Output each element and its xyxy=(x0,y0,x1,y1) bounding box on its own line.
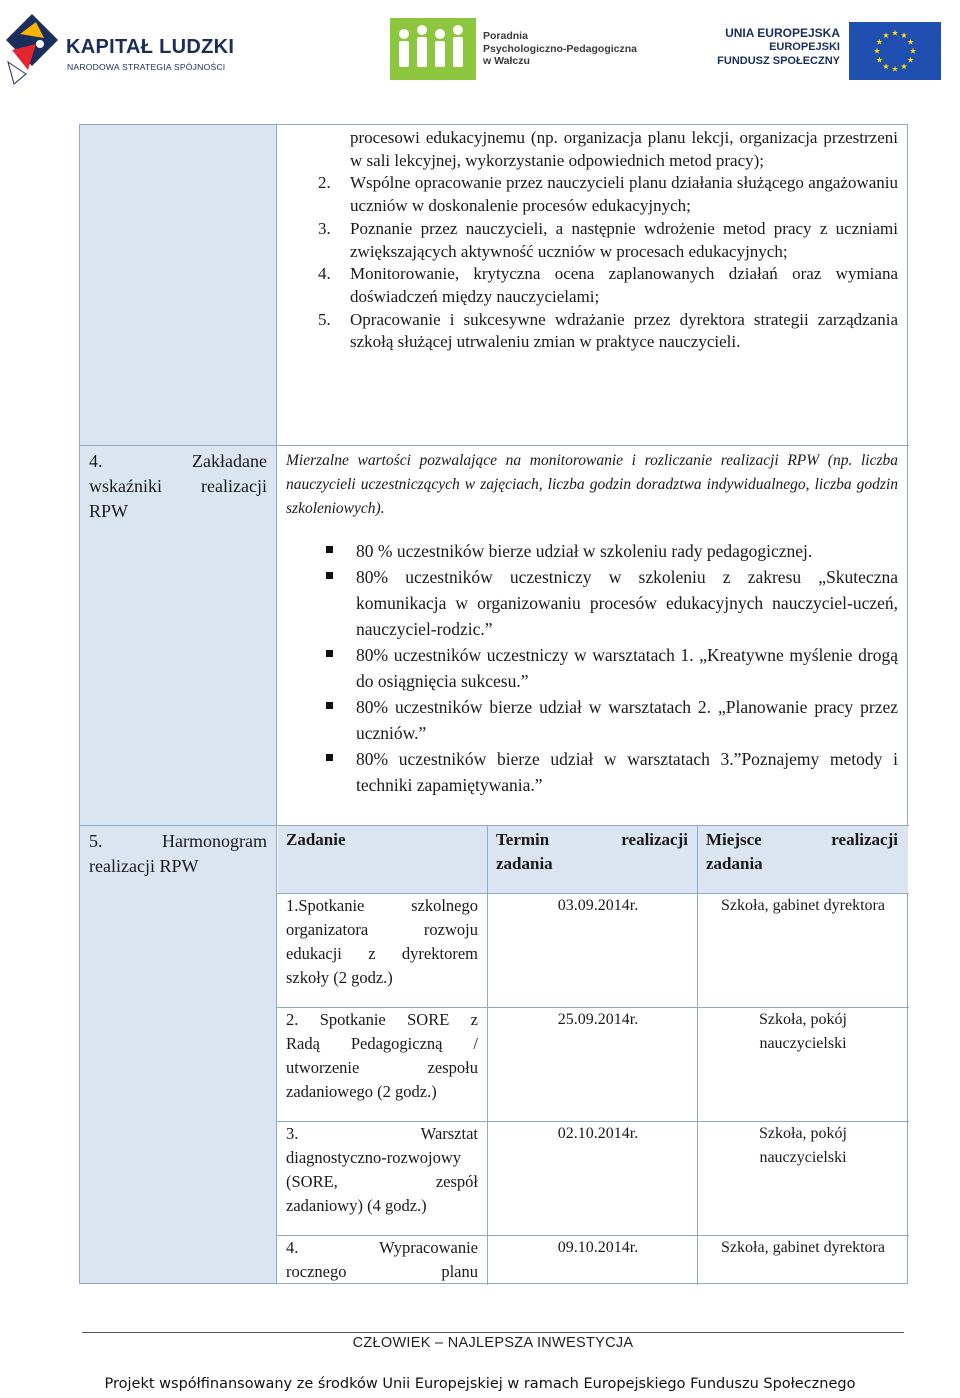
section5-label xyxy=(89,829,267,879)
schedule-header-place-word: Miejsce xyxy=(706,830,762,849)
kapital-ludzki-title: KAPITAŁ LUDZKI xyxy=(66,36,235,58)
list-item-text: Monitorowanie, krytyczna ocena zaplanowanych działań oraz wymiana doświadczeń między nauczycielami; xyxy=(350,264,898,306)
schedule-header-place-line xyxy=(706,828,898,852)
task-line: edukacji z dyrektorem xyxy=(286,944,478,963)
place-line: Szkoła, gabinet dyrektora xyxy=(721,897,885,914)
task-line: 1.Spotkanie szkolnego xyxy=(286,896,478,915)
kapital-ludzki-subtitle: NARODOWA STRATEGIA SPÓJNOŚCI xyxy=(67,62,226,72)
rpw-table xyxy=(79,124,908,1284)
bullet-text: 80% uczestników uczestniczy w szkoleniu z zakresu „Skuteczna komunikacja w organizowaniu procesów edukacyjnych nauczyciel-uczeń, nauczyciel-rodzic.” xyxy=(356,567,898,639)
bullet-item xyxy=(320,538,898,564)
schedule-date-cell: 02.10.2014r. xyxy=(557,1125,639,1142)
footer-cofinancing-note: Projekt współfinansowany ze środków Unii Europejskiej w ramach Europejskiego Funduszu Społecznego xyxy=(104,1376,856,1392)
eu-flag-icon xyxy=(849,22,941,80)
bullet-text: 80% uczestników bierze udział w warsztatach 3.”Poznajemy metody i techniki zapamiętywania.” xyxy=(356,749,898,795)
schedule-header-term-line xyxy=(496,828,688,852)
list-item-number: 5. xyxy=(318,309,331,329)
bullet-item xyxy=(320,564,898,642)
schedule-header-place xyxy=(706,828,898,876)
section4-bullet-list xyxy=(320,538,898,798)
place-line: Szkoła, gabinet dyrektora xyxy=(721,1239,885,1256)
bullet-item xyxy=(320,642,898,694)
poradnia-line3: w Wałczu xyxy=(483,55,530,67)
schedule-task-cell xyxy=(286,1122,478,1218)
column-divider xyxy=(487,825,488,1285)
place-line: nauczycielski xyxy=(759,1149,847,1166)
bullet-item xyxy=(320,746,898,798)
kapital-ludzki-logo xyxy=(6,14,238,86)
square-bullet-icon xyxy=(326,754,333,761)
bullet-text: 80% uczestników bierze udział w warsztatach 2. „Planowanie pracy przez uczniów.” xyxy=(356,697,898,743)
section5-label-line: 5. Harmonogram xyxy=(89,831,267,851)
task-line: 4. Wypracowanie xyxy=(286,1238,478,1257)
schedule-date-cell: 25.09.2014r. xyxy=(557,1011,639,1028)
section4-label-line: wskaźniki realizacji xyxy=(89,476,267,496)
list-item xyxy=(310,172,898,217)
list-item xyxy=(310,309,898,354)
footer-slogan: CZŁOWIEK – NAJLEPSZA INWESTYCJA xyxy=(352,1335,634,1351)
section4-description: Mierzalne wartości pozwalające na monitorowanie i rozliczanie realizacji RPW (np. liczba nauczycieli uczestniczących w zajęciach, liczba godzin doradztwa indywidualnego, liczba godzin szkoleniowych). xyxy=(286,452,898,517)
schedule-header-term-line: zadania xyxy=(496,854,553,873)
square-bullet-icon xyxy=(326,650,333,657)
schedule-header-place-line: zadania xyxy=(706,854,763,873)
task-line: utworzenie zespołu xyxy=(286,1058,478,1077)
schedule-task-cell xyxy=(286,1236,478,1284)
task-line: (SORE, zespół xyxy=(286,1172,478,1191)
eu-line3: FUNDUSZ SPOŁECZNY xyxy=(717,55,840,67)
schedule-task-cell xyxy=(286,1008,478,1104)
schedule-header-term-word: Termin xyxy=(496,830,550,849)
task-line: diagnostyczno-rozwojowy xyxy=(286,1148,462,1167)
list-item-number: 3. xyxy=(318,218,331,238)
row-divider xyxy=(80,445,909,446)
square-bullet-icon xyxy=(326,572,333,579)
schedule-header-term xyxy=(496,828,688,876)
square-bullet-icon xyxy=(326,546,333,553)
poradnia-line2: Psychologiczno-Pedagogiczna xyxy=(483,42,638,55)
eu-text xyxy=(712,26,840,68)
kapital-ludzki-emblem-icon xyxy=(6,14,58,86)
schedule-place-cell xyxy=(708,1008,898,1056)
schedule-task-cell xyxy=(286,894,478,990)
table-label-column xyxy=(80,125,277,1283)
place-line: Szkoła, pokój xyxy=(759,1011,847,1028)
eu-line2: EUROPEJSKI xyxy=(769,41,840,53)
schedule-header-place-word: realizacji xyxy=(831,830,898,849)
task-line: zadaniowy) (4 godz.) xyxy=(286,1196,427,1215)
task-line: szkoły (2 godz.) xyxy=(286,968,393,987)
schedule-place-cell xyxy=(708,894,898,918)
footer-divider xyxy=(82,1332,904,1333)
task-line: 3. Warsztat xyxy=(286,1124,478,1143)
eu-line1: UNIA EUROPEJSKA xyxy=(725,26,840,40)
square-bullet-icon xyxy=(326,702,333,709)
poradnia-text xyxy=(483,30,637,68)
schedule-header-term-word: realizacji xyxy=(621,830,688,849)
list-item-text: Poznanie przez nauczycieli, a następnie wdrożenie metod pracy z uczniami zwiększających aktywność uczniów w procesach edukacyjnych; xyxy=(350,218,898,261)
section4-label-line: RPW xyxy=(89,501,129,521)
task-line: Radą Pedagogiczną / xyxy=(286,1034,478,1053)
schedule-place-cell xyxy=(708,1236,898,1260)
schedule-date-cell: 03.09.2014r. xyxy=(557,897,639,914)
list-item-number: 4. xyxy=(318,264,331,284)
section4-label xyxy=(89,449,267,524)
schedule-date-cell: 09.10.2014r. xyxy=(557,1239,639,1256)
list-item xyxy=(310,263,898,308)
list-item-number: 2. xyxy=(318,173,331,193)
task-line: 2. Spotkanie SORE z xyxy=(286,1010,478,1029)
section3-numbered-list xyxy=(310,127,898,354)
list-item-text: Opracowanie i sukcesywne wdrażanie przez dyrektora strategii zarządzania szkołą służącej utrwaleniu zmian w praktyce nauczycieli. xyxy=(350,309,898,352)
bullet-text: 80% uczestników uczestniczy w warsztatach 1. „Kreatywne myślenie drogą do osiągnięcia sukcesu.” xyxy=(356,645,898,691)
section4-label-line: 4. Zakładane xyxy=(89,451,267,471)
header-logo-bar xyxy=(0,0,960,100)
schedule-place-cell xyxy=(708,1122,898,1170)
place-line: nauczycielski xyxy=(759,1035,847,1052)
poradnia-line1: Poradnia xyxy=(483,30,528,42)
eu-logo xyxy=(712,22,942,80)
list-item-text: Wspólne opracowanie przez nauczycieli planu działania służącego angażowaniu uczniów w doskonalenie procesów edukacyjnych; xyxy=(350,173,898,216)
poradnia-logo xyxy=(390,18,660,80)
schedule-header-task: Zadanie xyxy=(286,830,346,849)
task-line: zadaniowego (2 godz.) xyxy=(286,1082,437,1101)
section5-label-line: realizacji RPW xyxy=(89,856,199,876)
task-line: organizatora rozwoju xyxy=(286,920,478,939)
bullet-text: 80 % uczestników bierze udział w szkoleniu rady pedagogicznej. xyxy=(356,541,813,561)
section3-intro: procesowi edukacyjnemu (np. organizacja planu lekcji, organizacja przestrzeni w sali lekcyjnej, wykorzystanie odpowiednich metod pracy); xyxy=(350,128,898,170)
place-line: Szkoła, pokój xyxy=(759,1125,847,1142)
bullet-item xyxy=(320,694,898,746)
task-line: rocznego planu xyxy=(286,1262,478,1281)
list-item xyxy=(310,218,898,263)
poradnia-emblem-icon xyxy=(390,18,476,80)
